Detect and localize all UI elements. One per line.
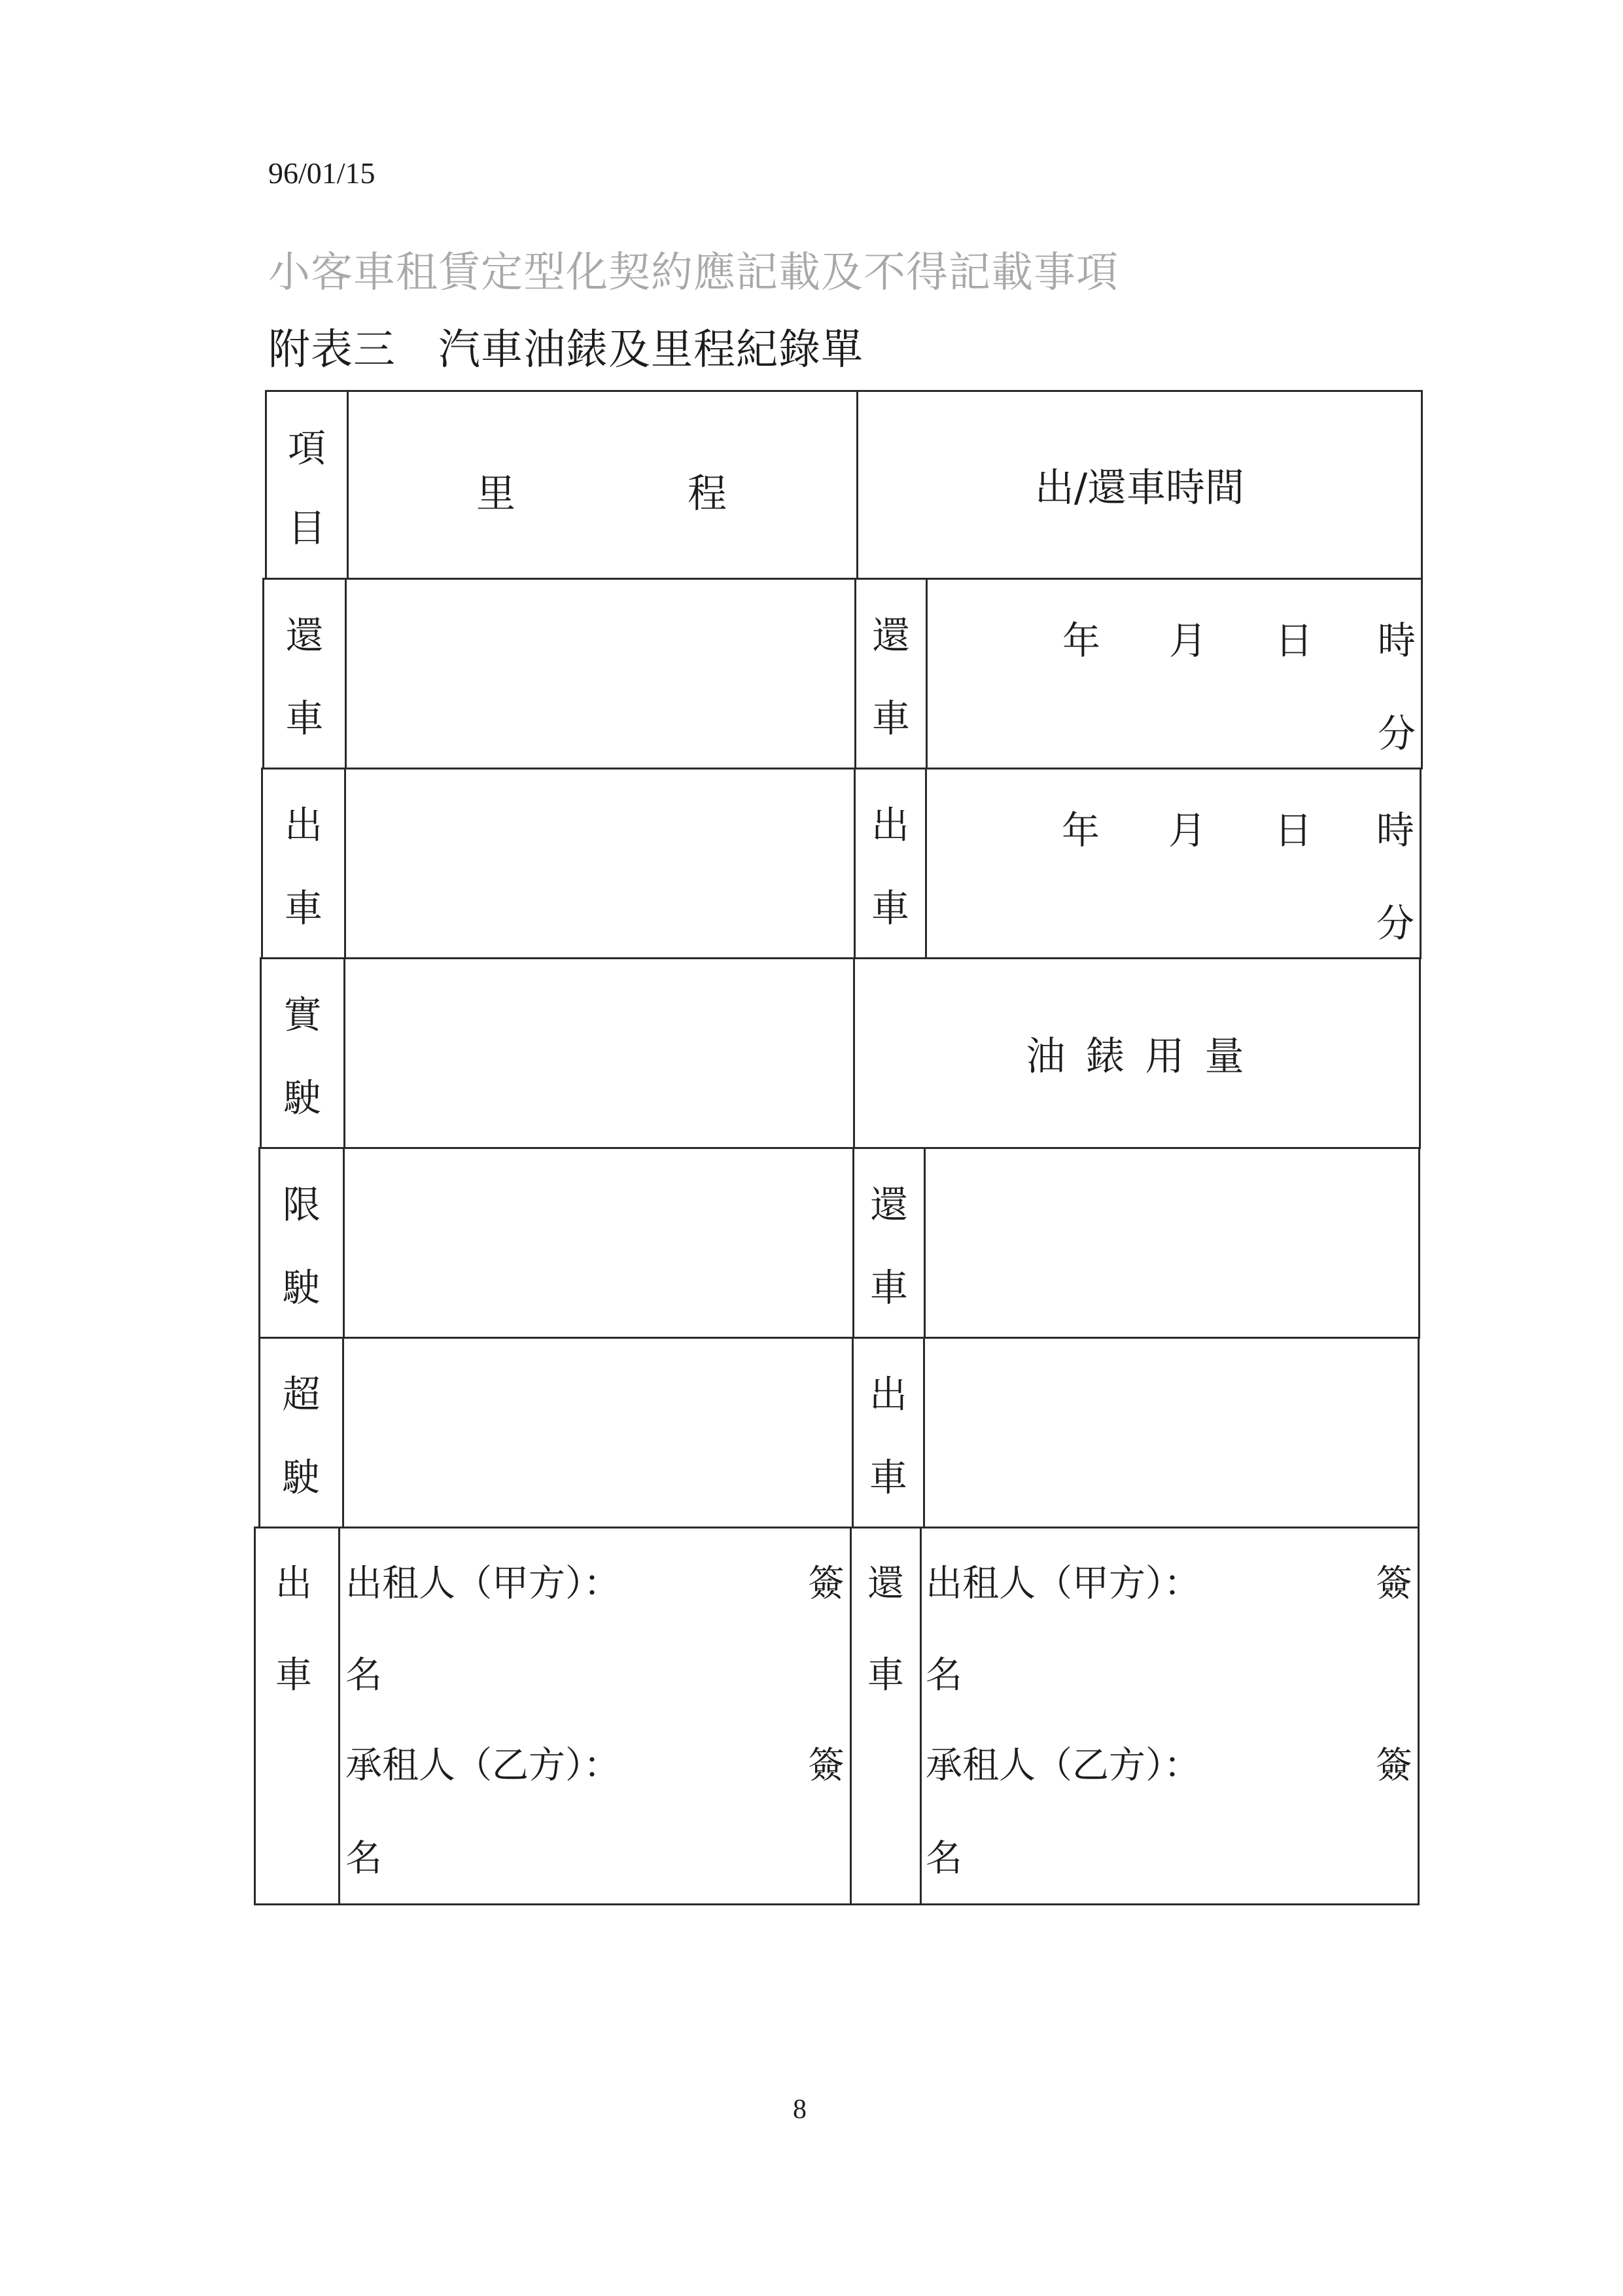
row-return-time-label-cell xyxy=(854,578,928,769)
header-mileage-cell xyxy=(347,390,858,580)
sign-char: 名 xyxy=(345,1654,382,1697)
minute-label: 分 xyxy=(1376,901,1414,945)
depart-mileage-field[interactable] xyxy=(344,768,856,959)
row-return-label-cell xyxy=(262,578,347,769)
sign-return-char: 還 xyxy=(867,1563,904,1605)
document-subtitle: 小客車租賃定型化契約應記載及不得記載事項 xyxy=(268,249,1119,297)
fuel-mileage-record-table xyxy=(258,390,1420,1905)
row-return-char: 還 xyxy=(285,612,324,658)
row-depart-label-cell xyxy=(261,768,346,959)
hour-label: 時 xyxy=(1377,618,1416,663)
row-limit-char: 限 xyxy=(282,1182,321,1227)
sign-depart-char: 出 xyxy=(275,1563,312,1605)
row-limit-label-cell xyxy=(258,1147,345,1339)
fuel-depart-label-cell xyxy=(852,1337,925,1528)
page-number: 8 xyxy=(793,2094,807,2125)
lessor-label: 出租人（甲方）： xyxy=(345,1563,620,1605)
row-depart-char: 車 xyxy=(284,886,323,931)
document-title: 附表三 汽車油錶及里程紀錄單 xyxy=(268,326,864,374)
time-depart-char: 出 xyxy=(871,802,909,847)
sign-char: 名 xyxy=(345,1837,382,1880)
fuel-return-char: 車 xyxy=(869,1265,908,1311)
fuel-usage-header-cell xyxy=(853,957,1421,1149)
row-limit-char: 駛 xyxy=(282,1265,321,1311)
return-time-field[interactable] xyxy=(926,578,1423,769)
row-actual-char: 實 xyxy=(283,992,322,1037)
sign-char: 簽 xyxy=(1376,1744,1412,1787)
header-mileage-char: 程 xyxy=(688,471,727,517)
row-actual-label-cell xyxy=(260,957,345,1149)
header-item-char: 目 xyxy=(287,506,326,550)
row-actual-char: 駛 xyxy=(283,1076,322,1121)
fuel-depart-char: 車 xyxy=(869,1455,907,1500)
fuel-return-char: 還 xyxy=(869,1182,908,1227)
limit-mileage-field[interactable] xyxy=(343,1147,854,1339)
row-depart-time-label-cell xyxy=(854,768,927,959)
time-return-char: 還 xyxy=(871,612,910,658)
fuel-depart-char: 出 xyxy=(869,1371,907,1417)
fuel-usage-label: 油 錶 用 量 xyxy=(1026,1033,1248,1080)
row-return-char: 車 xyxy=(285,696,324,741)
sign-char: 簽 xyxy=(1376,1563,1412,1605)
time-return-char: 車 xyxy=(871,696,910,741)
fuel-return-label-cell xyxy=(852,1147,926,1339)
day-label: 日 xyxy=(1275,618,1314,663)
header-item-char: 項 xyxy=(287,426,326,470)
lessee-label: 承租人（乙方）： xyxy=(926,1744,1200,1787)
sign-depart-label-cell xyxy=(254,1527,340,1905)
row-over-char: 駛 xyxy=(282,1455,321,1500)
header-item-cell xyxy=(265,390,349,580)
return-mileage-field[interactable] xyxy=(345,578,856,769)
lessee-label: 承租人（乙方）： xyxy=(345,1744,620,1787)
year-label: 年 xyxy=(1062,618,1101,663)
return-signature-field[interactable] xyxy=(920,1527,1420,1905)
sign-return-char: 車 xyxy=(867,1654,904,1697)
day-label: 日 xyxy=(1274,808,1313,853)
row-over-char: 超 xyxy=(282,1371,321,1417)
over-mileage-field[interactable] xyxy=(342,1337,854,1528)
month-label: 月 xyxy=(1169,618,1208,663)
sign-depart-char: 車 xyxy=(275,1654,312,1697)
sign-return-label-cell xyxy=(850,1527,922,1905)
time-depart-char: 車 xyxy=(871,886,909,931)
depart-time-field[interactable] xyxy=(925,768,1422,959)
fuel-depart-field[interactable] xyxy=(923,1337,1420,1528)
year-label: 年 xyxy=(1062,808,1100,853)
sign-char: 名 xyxy=(926,1654,962,1697)
sign-char: 簽 xyxy=(808,1563,845,1605)
header-time-label: 出/還車時間 xyxy=(1034,465,1245,511)
header-time-cell xyxy=(856,390,1423,580)
sign-char: 簽 xyxy=(808,1744,845,1787)
sign-char: 名 xyxy=(926,1837,962,1880)
lessor-label: 出租人（甲方）： xyxy=(926,1563,1200,1605)
row-depart-char: 出 xyxy=(284,802,323,847)
hour-label: 時 xyxy=(1376,808,1414,853)
depart-signature-field[interactable] xyxy=(338,1527,852,1905)
actual-mileage-field[interactable] xyxy=(343,957,855,1149)
fuel-return-field[interactable] xyxy=(924,1147,1420,1339)
row-over-label-cell xyxy=(258,1337,344,1528)
month-label: 月 xyxy=(1168,808,1207,853)
minute-label: 分 xyxy=(1377,711,1416,756)
header-mileage-char: 里 xyxy=(476,471,515,517)
document-date: 96/01/15 xyxy=(268,156,375,190)
